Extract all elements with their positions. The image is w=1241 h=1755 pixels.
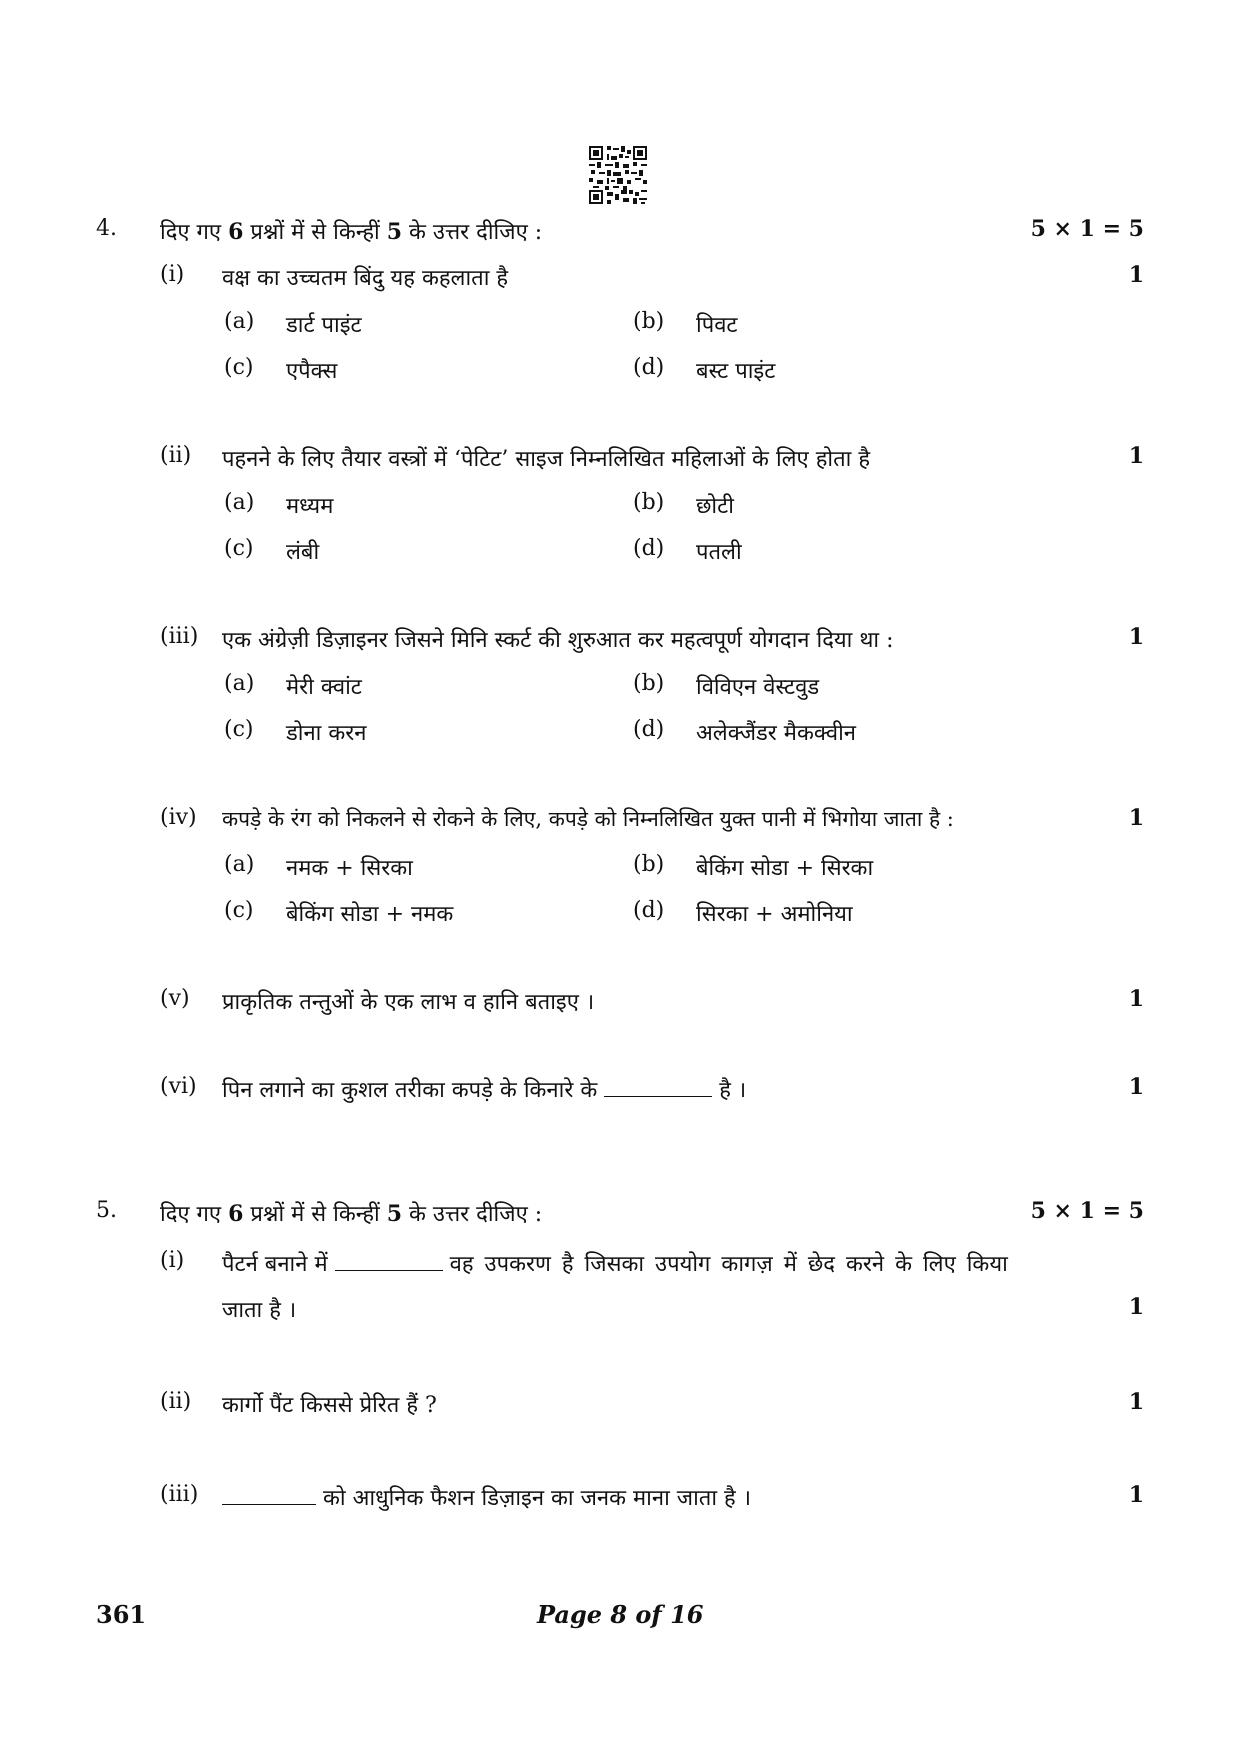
question-instruction: दिए गए 6 प्रश्नों में से किन्हीं 5 के उत्तर दीजिए : bbox=[160, 219, 543, 245]
option-label: (b) bbox=[633, 309, 665, 334]
option-text: डार्ट पाइंट bbox=[286, 313, 362, 338]
option-label: (a) bbox=[224, 490, 255, 515]
sub-question-text: वक्ष का उच्चतम बिंदु यह कहलाता है bbox=[222, 266, 509, 291]
answer-blank bbox=[604, 1096, 712, 1097]
sub-question-marks: 1 bbox=[1128, 1389, 1144, 1415]
sub-question-number: (iii) bbox=[160, 624, 199, 649]
question-number: 5. bbox=[96, 1198, 117, 1223]
option-text: बेकिंग सोडा + नमक bbox=[286, 902, 454, 927]
option-label: (b) bbox=[633, 671, 665, 696]
sub-question-text: पिन लगाने का कुशल तरीका कपड़े के किनारे के है । bbox=[222, 1078, 747, 1103]
sub-question-text: कपड़े के रंग को निकलने से रोकने के लिए, कपड़े को निम्नलिखित युक्त पानी में भिगोया जाता है : bbox=[222, 807, 954, 831]
option-text: अलेक्जैंडर मैकक्वीन bbox=[696, 721, 856, 746]
option-label: (c) bbox=[224, 536, 254, 561]
sub-question-text: कार्गो पैंट किससे प्रेरित हैं ? bbox=[222, 1393, 437, 1418]
answer-blank bbox=[222, 1504, 316, 1505]
option-label: (c) bbox=[224, 898, 254, 923]
sub-question-number: (i) bbox=[160, 1248, 185, 1273]
sub-question-text: पैटर्न बनाने में वह उपकरण है जिसका उपयोग कागज़ में छेद करने के लिए किया bbox=[222, 1252, 1008, 1277]
sub-question-number: (ii) bbox=[160, 1389, 192, 1414]
sub-question-text: एक अंग्रेज़ी डिज़ाइनर जिसने मिनि स्कर्ट की शुरुआत कर महत्वपूर्ण योगदान दिया था : bbox=[222, 628, 894, 653]
sub-question-marks: 1 bbox=[1128, 1482, 1144, 1508]
paper-code: 361 bbox=[96, 1600, 147, 1629]
sub-question-number: (iii) bbox=[160, 1482, 199, 1507]
sub-question-marks: 1 bbox=[1128, 624, 1144, 650]
sub-question-text-continued: जाता है । bbox=[222, 1298, 297, 1323]
option-label: (b) bbox=[633, 490, 665, 515]
sub-question-number: (ii) bbox=[160, 443, 192, 468]
sub-question-number: (v) bbox=[160, 986, 190, 1011]
option-label: (d) bbox=[633, 717, 665, 742]
sub-question-text: को आधुनिक फैशन डिज़ाइन का जनक माना जाता है । bbox=[222, 1482, 751, 1512]
option-text: पिवट bbox=[696, 313, 738, 338]
option-text: नमक + सिरका bbox=[286, 856, 413, 881]
option-label: (a) bbox=[224, 852, 255, 877]
option-label: (c) bbox=[224, 717, 254, 742]
page-number: Page 8 of 16 bbox=[537, 1600, 704, 1629]
option-label: (c) bbox=[224, 355, 254, 380]
option-text: डोना करन bbox=[286, 721, 367, 746]
sub-question-marks: 1 bbox=[1128, 986, 1144, 1012]
option-text: सिरका + अमोनिया bbox=[696, 902, 853, 927]
sub-question-text: पहनने के लिए तैयार वस्त्रों में ‘पेटिट’ साइज निम्नलिखित महिलाओं के लिए होता है bbox=[222, 447, 871, 472]
option-label: (d) bbox=[633, 355, 665, 380]
option-text: लंबी bbox=[286, 540, 320, 565]
sub-question-marks: 1 bbox=[1128, 443, 1144, 469]
sub-question-number: (iv) bbox=[160, 805, 197, 830]
option-text: पतली bbox=[696, 540, 742, 565]
option-label: (d) bbox=[633, 536, 665, 561]
option-text: मध्यम bbox=[286, 494, 334, 519]
question-instruction: दिए गए 6 प्रश्नों में से किन्हीं 5 के उत्तर दीजिए : bbox=[160, 1201, 543, 1227]
sub-question-marks: 1 bbox=[1128, 805, 1144, 831]
option-label: (a) bbox=[224, 309, 255, 334]
answer-blank bbox=[335, 1270, 443, 1271]
sub-question-number: (i) bbox=[160, 262, 185, 287]
sub-question-text: प्राकृतिक तन्तुओं के एक लाभ व हानि बताइए । bbox=[222, 990, 595, 1015]
qr-code bbox=[589, 146, 647, 204]
sub-question-marks: 1 bbox=[1128, 1074, 1144, 1100]
option-text: विविएन वेस्टवुड bbox=[696, 675, 820, 700]
question-number: 4. bbox=[96, 216, 117, 241]
option-label: (b) bbox=[633, 852, 665, 877]
option-text: मेरी क्वांट bbox=[286, 675, 362, 700]
sub-question-marks: 1 bbox=[1128, 1294, 1144, 1320]
sub-question-number: (vi) bbox=[160, 1074, 197, 1099]
option-label: (d) bbox=[633, 898, 665, 923]
sub-question-marks: 1 bbox=[1128, 262, 1144, 288]
question-marks: 5 × 1 = 5 bbox=[1030, 216, 1144, 242]
option-text: बस्ट पाइंट bbox=[696, 359, 776, 384]
option-text: बेकिंग सोडा + सिरका bbox=[696, 856, 874, 881]
option-text: एपैक्स bbox=[286, 359, 338, 384]
question-marks: 5 × 1 = 5 bbox=[1030, 1198, 1144, 1224]
option-label: (a) bbox=[224, 671, 255, 696]
option-text: छोटी bbox=[696, 494, 734, 519]
